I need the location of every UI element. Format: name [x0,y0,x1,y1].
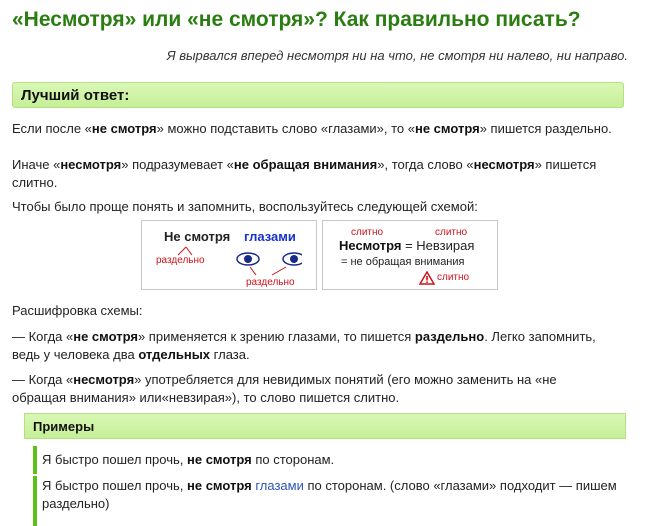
paragraph-6: — Когда «несмотря» употребляется для невидимых понятий (его можно заменить на «не обращая внимания» или«невзирая»), то слово пишется слитно. [12,372,557,405]
page-title: «Несмотря» или «не смотря»? Как правильно писать? [12,8,581,31]
example-1: Я быстро пошел прочь, не смотря по сторонам. [42,452,335,467]
scheme-note-razdelno-2: раздельно [246,277,295,288]
glazami-link[interactable]: глазами [255,478,304,493]
scheme-note-slitno-1: слитно [351,227,384,238]
scheme-word-ne-smotrya: Не смотря [164,229,231,244]
best-answer-header: Лучший ответ: [12,82,624,108]
warning-icon [419,271,435,290]
examples-header: Примеры [24,413,626,439]
example-bar-2 [33,476,37,526]
paragraph-2: Иначе «несмотря» подразумевает «не обращая внимания», тогда слово «несмотря» пишется слитно. [12,157,597,190]
scheme-word-glazami: глазами [244,229,296,244]
example-2: Я быстро пошел прочь, не смотря глазами по сторонам. (слово «глазами» подходит — пишем раздельно) [42,478,617,511]
paragraph-4: Расшифровка схемы: [12,303,143,318]
scheme-right [322,220,498,290]
subtitle: Я вырвался вперед несмотря ни на что, не смотря ни налево, ни направо. [166,48,628,63]
scheme-word-nesmotrya: Несмотря = Невзирая [339,238,475,253]
paragraph-5: — Когда «не смотря» применяется к зрению глазами, то пишется раздельно. Легко запомнить, ведь у человека два отдельных глаза. [12,329,596,362]
scheme-note-slitno-3: слитно [437,272,470,283]
scheme-note-slitno-2: слитно [435,227,468,238]
paragraph-1: Если после «не смотря» можно подставить слово «глазами», то «не смотря» пишется раздельно. [12,121,612,136]
example-bar-1 [33,446,37,474]
scheme-line-ne-obrashchaya: = не обращая внимания [341,256,465,268]
paragraph-3: Чтобы было проще понять и запомнить, воспользуйтесь следующей схемой: [12,199,478,214]
arrows-and-eyes-icon [162,243,302,279]
scheme-left [141,220,317,290]
scheme-note-razdelno-1: раздельно [156,255,205,266]
